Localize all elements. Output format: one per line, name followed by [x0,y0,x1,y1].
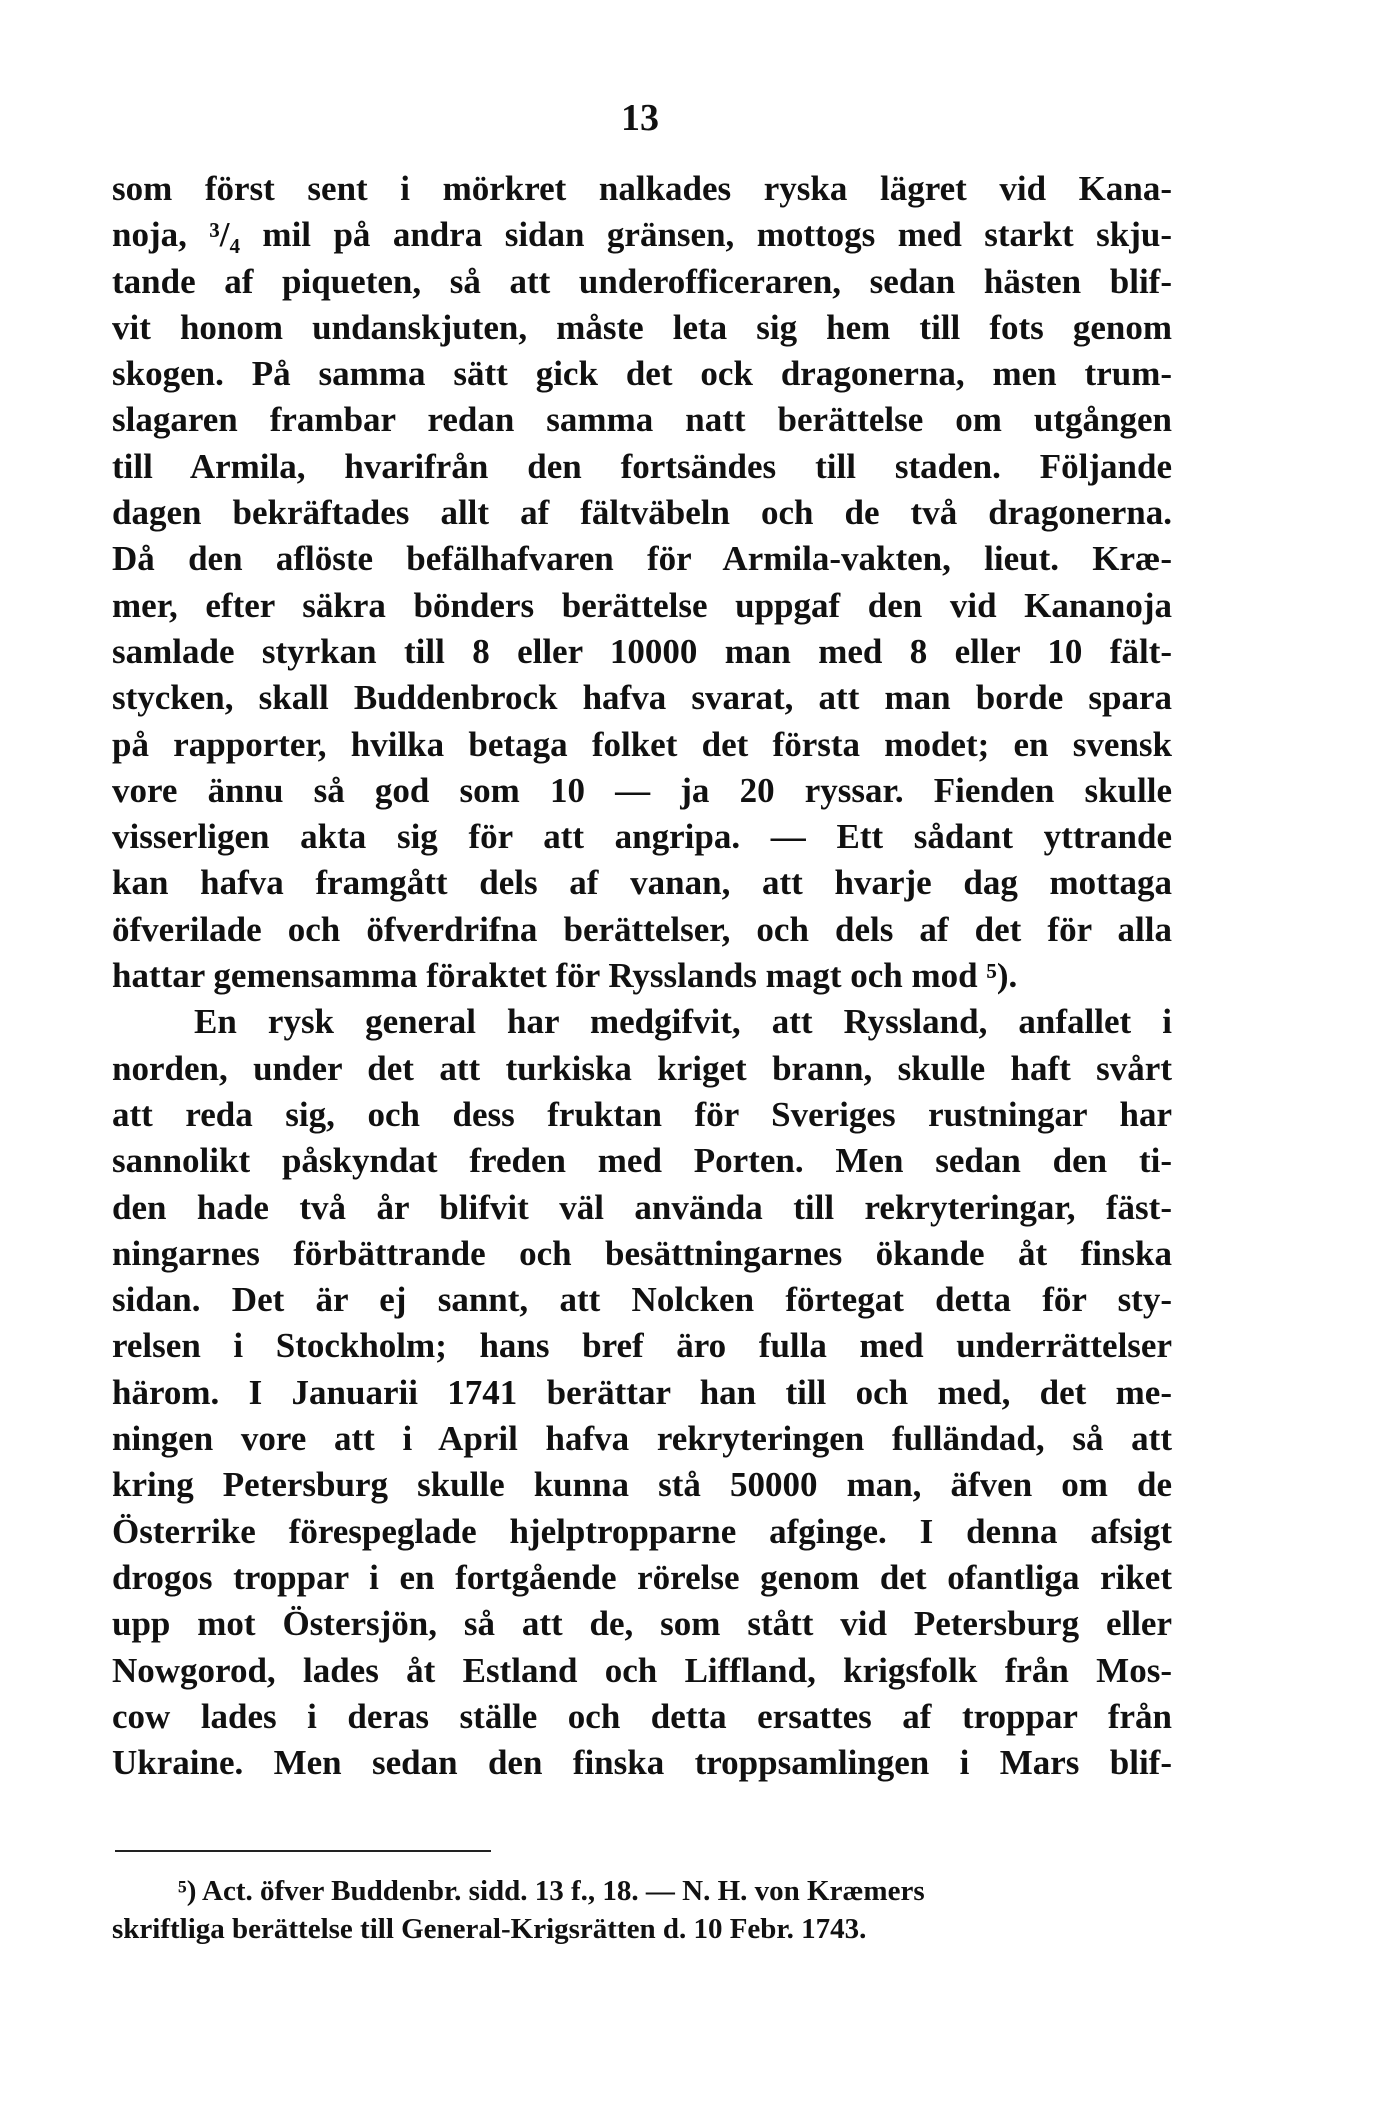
text-line: tande af piqueten, så att underofficeraren, sedan hästen blif- [112,261,1172,301]
text-line: upp mot Östersjön, så att de, som stått vid Petersburg eller [112,1604,1172,1644]
footnote-line: ⁵) Act. öfver Buddenbr. sidd. 13 f., 18. — N. H. von Kræmers [178,1875,925,1907]
text-line: ningen vore att i April hafva rekryteringen fulländad, så att [112,1419,1172,1459]
footnote-divider [115,1850,491,1852]
text-line: vore ännu så god som 10 — ja 20 ryssar. Fienden skulle [112,770,1172,810]
footnote-line: skriftliga berättelse till General-Krigsrätten d. 10 Febr. 1743. [112,1913,867,1945]
text-line: Österrike förespeglade hjelptropparne afginge. I denna afsigt [112,1511,1172,1551]
text-line: slagaren frambar redan samma natt berättelse om utgången [112,400,1172,440]
text-line: Ukraine. Men sedan den finska troppsamlingen i Mars blif- [112,1743,1172,1783]
text-line: på rapporter, hvilka betaga folket det första modet; en svensk [112,724,1172,764]
text-line: relsen i Stockholm; hans bref äro fulla med underrättelser [112,1326,1172,1366]
text-line: skogen. På samma sätt gick det ock dragonerna, men trum- [112,354,1172,394]
text-line: den hade två år blifvit väl använda till rekryteringar, fäst- [112,1187,1172,1227]
text-line: öfverilade och öfverdrifna berättelser, och dels af det för alla [112,909,1172,949]
text-line: cow lades i deras ställe och detta ersattes af troppar från [112,1696,1172,1736]
text-line: kan hafva framgått dels af vanan, att hvarje dag mottaga [112,863,1172,903]
text-line: till Armila, hvarifrån den fortsändes till staden. Följande [112,446,1172,486]
text-line: sannolikt påskyndat freden med Porten. Men sedan den ti- [112,1141,1172,1181]
text-line: stycken, skall Buddenbrock hafva svarat, att man borde spara [112,678,1172,718]
body-text [112,166,1172,1786]
text-line: hattar gemensamma föraktet för Rysslands magt och mod ⁵). [112,956,1018,996]
footnotes [112,1872,1172,1948]
text-line: visserligen akta sig för att angripa. — Ett sådant yttrande [112,817,1172,857]
text-line: kring Petersburg skulle kunna stå 50000 man, äfven om de [112,1465,1172,1505]
text-line: norden, under det att turkiska kriget brann, skulle haft svårt [112,1048,1172,1088]
text-line: vit honom undanskjuten, måste leta sig hem till fots genom [112,307,1172,347]
text-line: Då den aflöste befälhafvaren för Armila-vakten, lieut. Kræ- [112,539,1172,579]
text-line: ningarnes förbättrande och besättningarnes ökande åt finska [112,1233,1172,1273]
page-number: 13 [621,97,659,139]
text-line: sidan. Det är ej sannt, att Nolcken förtegat detta för sty- [112,1280,1172,1320]
text-line: samlade styrkan till 8 eller 10000 man med 8 eller 10 fält- [112,631,1172,671]
text-line-paragraph-start: En rysk general har medgifvit, att Ryssland, anfallet i [194,1002,1172,1042]
text-line: drogos troppar i en fortgående rörelse genom det ofantliga riket [112,1557,1172,1597]
text-line: dagen bekräftades allt af fältväbeln och de två dragonerna. [112,493,1172,533]
text-line: att reda sig, och dess fruktan för Sveriges rustningar har [112,1094,1172,1134]
text-line: noja, ³/₄ mil på andra sidan gränsen, mottogs med starkt skju- [112,215,1172,255]
text-line: som först sent i mörkret nalkades ryska lägret vid Kana- [112,169,1172,208]
text-line: härom. I Januarii 1741 berättar han till och med, det me- [112,1372,1172,1412]
text-line: Nowgorod, lades åt Estland och Liffland, krigsfolk från Mos- [112,1650,1172,1690]
text-line: mer, efter säkra bönders berättelse uppgaf den vid Kananoja [112,585,1172,625]
